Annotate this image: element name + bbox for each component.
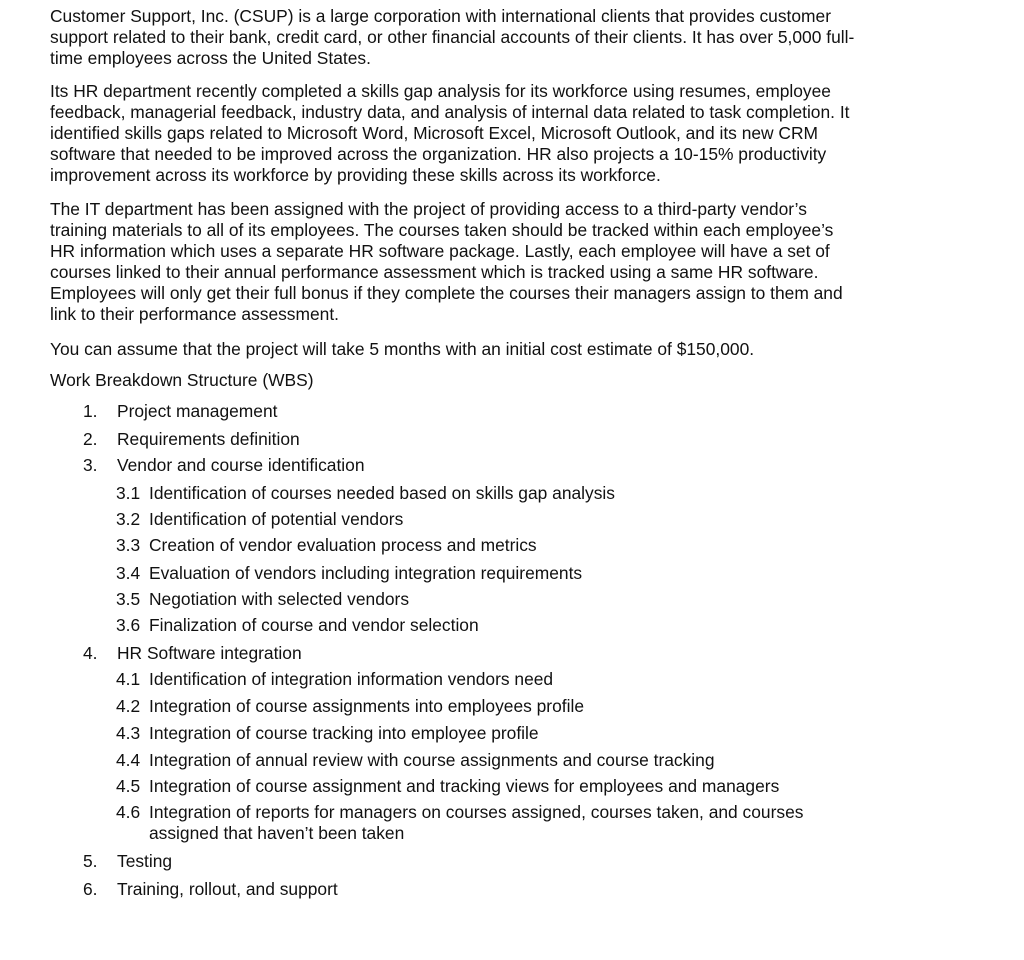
wbs-item-label: Creation of vendor evaluation process and metrics [149,535,537,555]
wbs-item-number: 4. [83,643,98,663]
wbs-item-number: 6. [83,879,98,899]
wbs-item-label: Training, rollout, and support [117,879,338,899]
wbs-item-6 [83,879,943,903]
wbs-item-3-6 [116,615,936,639]
wbs-item-label: Integration of course tracking into employee profile [149,723,539,743]
wbs-item-4-4 [116,750,936,774]
wbs-item-label: Requirements definition [117,429,300,449]
wbs-item-number: 2. [83,429,98,449]
wbs-item-number: 5. [83,851,98,871]
wbs-item-4-6 [116,802,936,848]
wbs-item-1 [83,401,943,425]
wbs-item-number: 3. [83,455,98,475]
wbs-item-2 [83,429,943,453]
wbs-item-label: Testing [117,851,173,871]
wbs-item-label: Evaluation of vendors including integration requirements [149,563,583,583]
intro-paragraph: Customer Support, Inc. (CSUP) is a large corporation with international clients that provides customer support related to their bank, credit card, or other financial accounts of their clients. It has over 5,000 full- time employees across the United States. [50,6,855,68]
wbs-item-label: Identification of courses needed based on skills gap analysis [149,483,615,503]
wbs-item-number: 3.4 [116,563,141,583]
wbs-item-number: 4.4 [116,750,141,770]
hr-paragraph: Its HR department recently completed a skills gap analysis for its workforce using resumes, employee feedback, managerial feedback, industry data, and analysis of internal data related to task completion. It identified skills gaps related to Microsoft Word, Microsoft Excel, Microsoft Outlook, and its new CRM software that needed to be improved across the organization. HR also projects a 10-15% productivity improvement across its workforce by providing these skills across its workforce. [50,81,850,185]
wbs-item-label: Integration of reports for managers on courses assigned, courses taken, and courses assigned that haven’t been taken [149,802,804,843]
wbs-item-number: 3.1 [116,483,141,503]
wbs-item-number: 3.5 [116,589,141,609]
wbs-item-number: 3.2 [116,509,141,529]
wbs-item-label: HR Software integration [117,643,302,663]
wbs-item-label: Integration of course assignment and tracking views for employees and managers [149,776,780,796]
wbs-item-number: 4.3 [116,723,141,743]
wbs-item-number: 4.2 [116,696,141,716]
wbs-item-4 [83,643,943,667]
wbs-item-4-3 [116,723,936,747]
wbs-item-number: 4.1 [116,669,141,689]
wbs-item-number: 4.5 [116,776,141,796]
wbs-item-3 [83,455,943,479]
wbs-item-5 [83,851,943,875]
wbs-item-label: Project management [117,401,278,421]
wbs-item-number: 3.6 [116,615,141,635]
wbs-item-number: 1. [83,401,98,421]
assumption-paragraph: You can assume that the project will take 5 months with an initial cost estimate of $150,000. [50,339,755,359]
wbs-item-3-5 [116,589,936,613]
wbs-item-label: Identification of potential vendors [149,509,404,529]
it-paragraph: The IT department has been assigned with the project of providing access to a third-party vendor’s training materials to all of its employees. The courses taken should be tracked within each employee’s HR information which uses a separate HR software package. Lastly, each employee will have a set of courses linked to their annual performance assessment which is tracked using a same HR software. Employees will only get their full bonus if they complete the courses their managers assign to them and link to their performance assessment. [50,199,843,324]
wbs-item-3-1 [116,483,936,507]
wbs-item-4-1 [116,669,936,693]
wbs-item-4-2 [116,696,936,720]
wbs-item-number: 4.6 [116,802,141,822]
wbs-item-label: Negotiation with selected vendors [149,589,410,609]
wbs-item-label: Finalization of course and vendor selection [149,615,479,635]
wbs-item-label: Integration of course assignments into employees profile [149,696,585,716]
wbs-item-3-4 [116,563,936,587]
wbs-item-number: 3.3 [116,535,141,555]
wbs-item-4-5 [116,776,936,800]
wbs-item-label: Identification of integration information vendors need [149,669,554,689]
wbs-item-3-2 [116,509,936,533]
wbs-item-label: Integration of annual review with course assignments and course tracking [149,750,715,770]
wbs-item-label: Vendor and course identification [117,455,365,475]
wbs-item-3-3 [116,535,936,559]
wbs-heading: Work Breakdown Structure (WBS) [50,370,314,390]
